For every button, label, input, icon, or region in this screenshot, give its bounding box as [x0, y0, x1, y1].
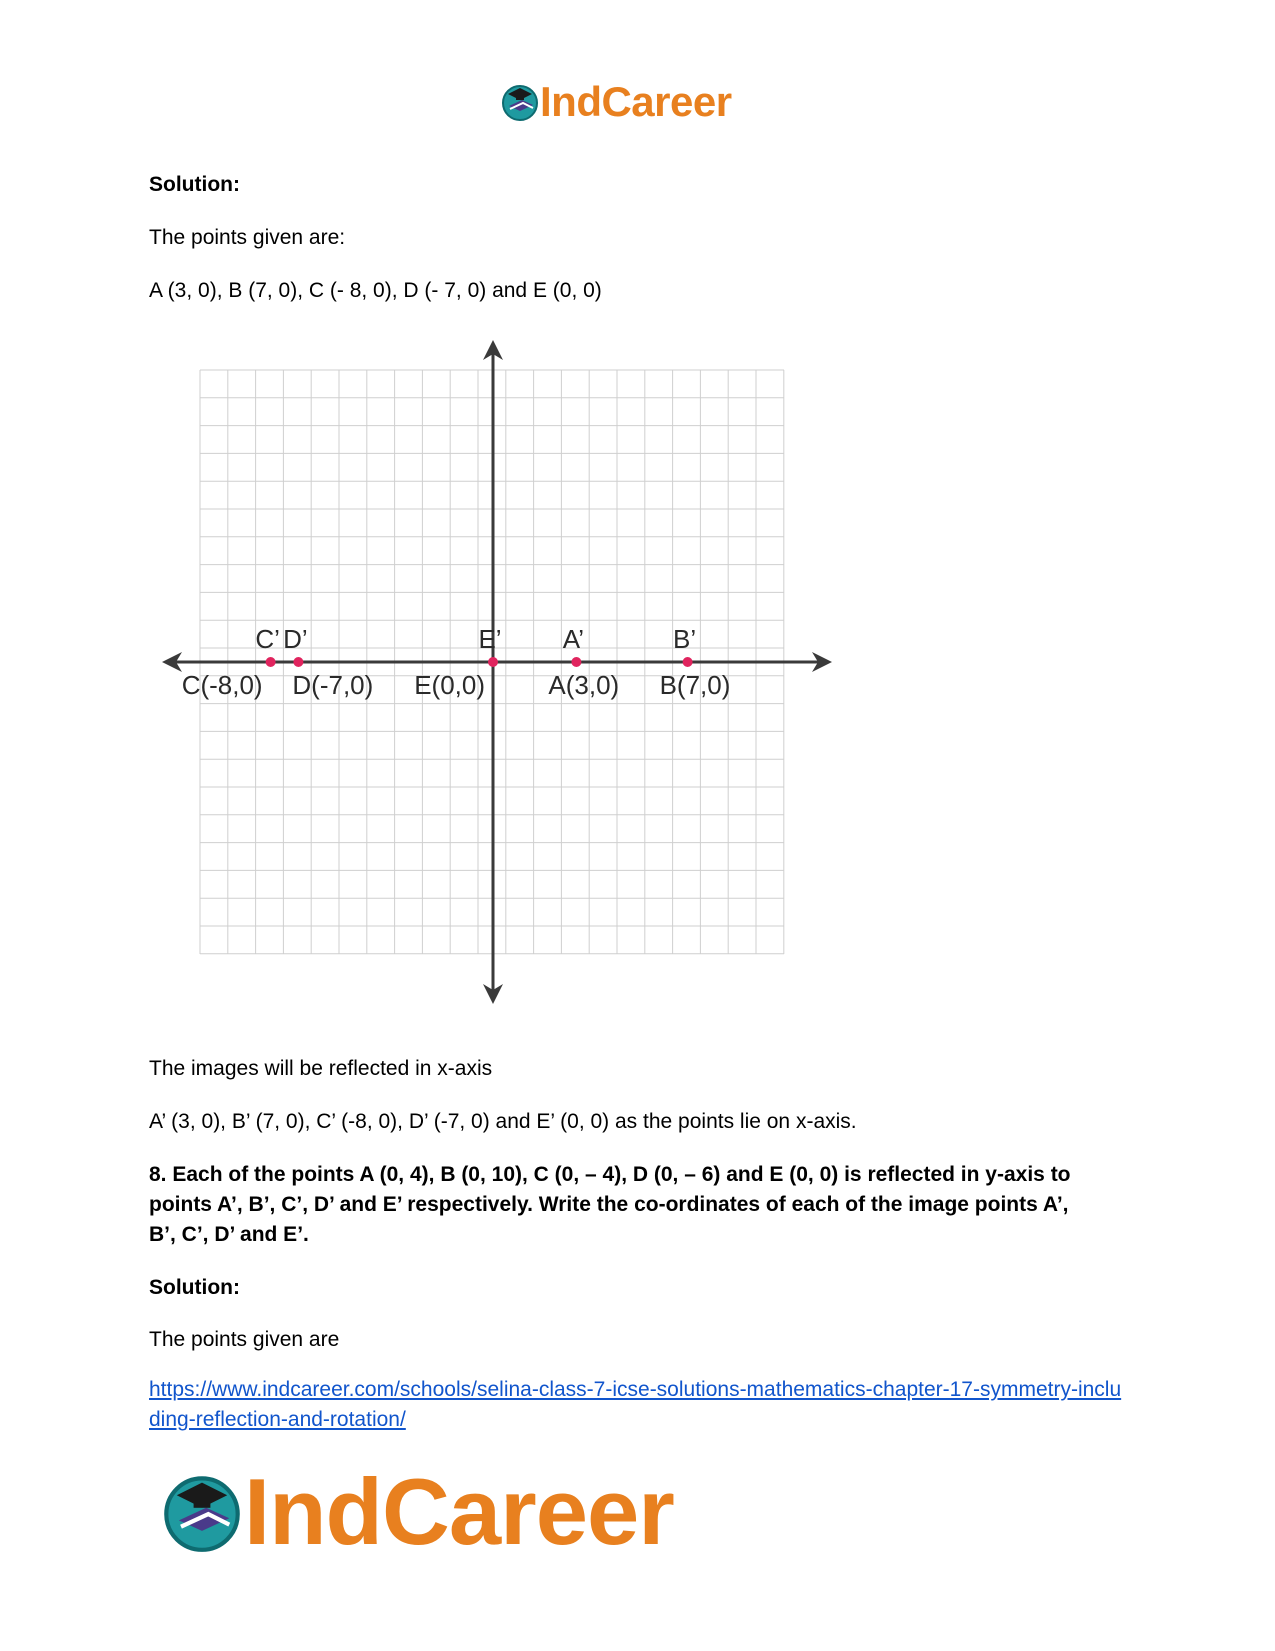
points-intro-2: The points given are [149, 1328, 340, 1351]
point-marker [266, 657, 276, 667]
point-label: A(3,0) [548, 670, 620, 700]
point-marker [293, 657, 303, 667]
solution-heading: Solution: [149, 173, 240, 196]
image-point-label: E’ [478, 624, 502, 654]
image-point-label: A’ [562, 624, 585, 654]
logo-wordmark: IndCareer [540, 78, 732, 125]
point-label: C(-8,0) [181, 670, 263, 700]
image-point-label: D’ [283, 624, 308, 654]
reflection-note: The images will be reflected in x-axis [149, 1057, 493, 1080]
logo-wordmark: IndCareer [244, 1459, 674, 1564]
point-label: E(0,0) [414, 670, 485, 700]
coordinate-graph [160, 340, 860, 1020]
footer-logo [160, 1459, 674, 1564]
header-logo [500, 78, 732, 126]
graduation-globe-icon [500, 82, 540, 122]
points-list: A (3, 0), B (7, 0), C (- 8, 0), D (- 7, 0) and E (0, 0) [149, 279, 602, 302]
source-link[interactable]: https://www.indcareer.com/schools/selina-class-7-icse-solutions-mathematics-chapter-17-symmetry-including-reflection-and-rotation/ [149, 1378, 1122, 1431]
point-marker [571, 657, 581, 667]
point-label: D(-7,0) [292, 670, 374, 700]
point-marker [488, 657, 498, 667]
graduation-globe-icon [160, 1470, 244, 1554]
point-marker [683, 657, 693, 667]
solution-heading-2: Solution: [149, 1276, 240, 1299]
image-point-label: C’ [255, 624, 280, 654]
points-intro: The points given are: [149, 226, 346, 249]
image-point-label: B’ [673, 624, 697, 654]
image-points: A’ (3, 0), B’ (7, 0), C’ (-8, 0), D’ (-7, 0) and E’ (0, 0) as the points lie on x-axis. [149, 1110, 857, 1133]
point-label: B(7,0) [659, 670, 731, 700]
question-8: 8. Each of the points A (0, 4), B (0, 10), C (0, – 4), D (0, – 6) and E (0, 0) is reflected in y-axis to points A’, B’, C’, D’ and E’ respectively. Write the co-ordinates of each of the image points A’, B’, C’, D’ and E’. [149, 1163, 1071, 1246]
